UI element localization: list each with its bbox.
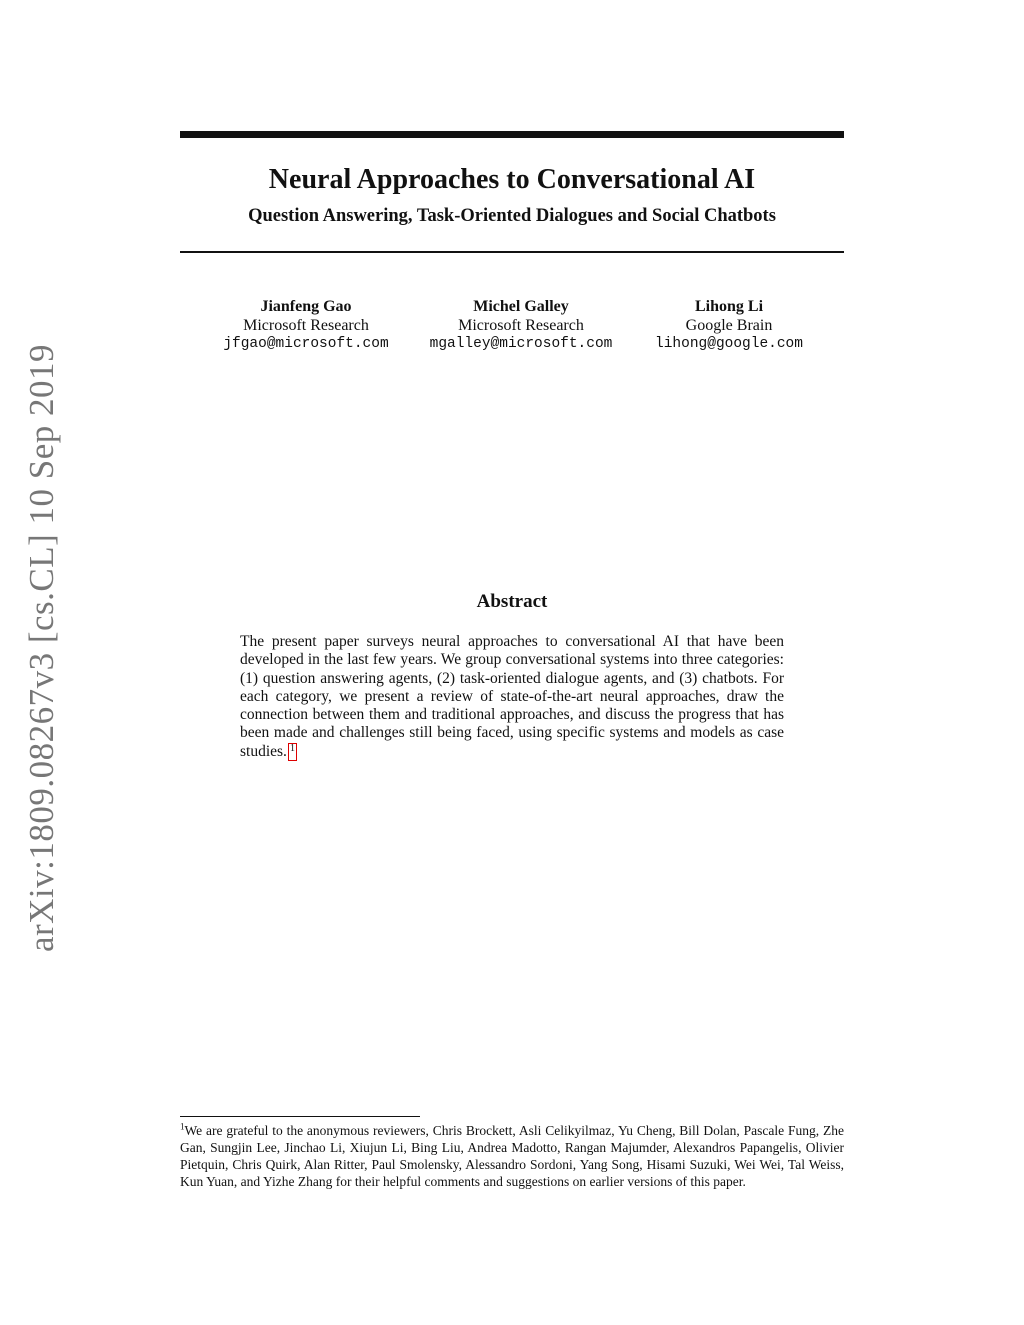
author-name: Jianfeng Gao <box>260 298 352 315</box>
footnote-marker: 1 <box>180 1121 185 1132</box>
author-email[interactable]: jfgao@microsoft.com <box>223 336 389 352</box>
arxiv-stamp: arXiv:1809.08267v3 [cs.CL] 10 Sep 2019 <box>22 343 61 953</box>
footnote-text: We are grateful to the anonymous reviewers, Chris Brockett, Asli Celikyilmaz, Yu Cheng, Bill Dolan, Pascale Fung, Zhe Gan, Sungjin Lee, Jinchao Li, Xiujun Li, Bing Liu, Andrea Madotto, Rangan Majumder, Alexandros Papangelis, Olivier Pietquin, Chris Quirk, Alan Ritter, Paul Smolensky, Alessandro Sordoni, Yang Song, Hisami Suzuki, Wei Wei, Tal Weiss, Kun Yuan, and Yizhe Zhang for their helpful comments and suggestions on earlier versions of this paper. <box>180 1123 844 1189</box>
footnote-link[interactable]: 1 <box>288 743 297 761</box>
paper-title: Neural Approaches to Conversational AI <box>268 164 756 195</box>
title-bottom-rule <box>180 251 844 253</box>
author-block <box>0 297 1024 367</box>
author-li <box>609 297 849 354</box>
author-email[interactable]: mgalley@microsoft.com <box>429 336 613 352</box>
author-affiliation: Microsoft Research <box>458 317 584 334</box>
footnote-rule <box>180 1116 420 1117</box>
abstract-body <box>240 633 784 761</box>
abstract-heading: Abstract <box>476 591 548 612</box>
abstract-text: The present paper surveys neural approaches to conversational AI that have been developed in the last few years. We group conversational systems into three categories: (1) question answering agents, (2) task-oriented dialogue agents, and (3) chatbots. For each category, we present a review of state-of-the-art neural approaches, draw the connection between them and traditional approaches, and discuss the progress that has been made and challenges still being faced, using specific systems and models as case studies. <box>240 633 784 760</box>
author-galley <box>401 297 641 354</box>
title-top-rule <box>180 131 844 138</box>
footnote <box>180 1122 844 1190</box>
author-affiliation: Google Brain <box>685 317 773 334</box>
author-email[interactable]: lihong@google.com <box>655 336 803 352</box>
author-name: Lihong Li <box>694 298 764 315</box>
paper-subtitle: Question Answering, Task-Oriented Dialogues and Social Chatbots <box>248 206 776 226</box>
author-name: Michel Galley <box>473 298 569 315</box>
author-affiliation: Microsoft Research <box>243 317 369 334</box>
author-gao <box>186 297 426 354</box>
